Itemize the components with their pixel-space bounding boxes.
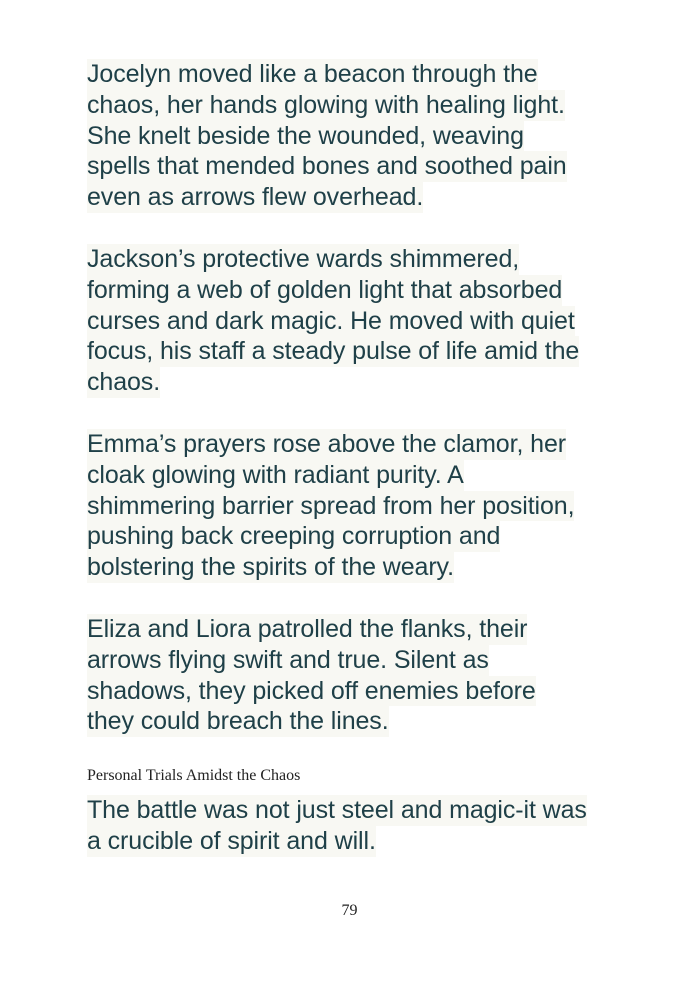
section-heading: Personal Trials Amidst the Chaos xyxy=(87,767,301,784)
text-line: even as arrows flew overhead. xyxy=(87,183,424,212)
paragraph-jocelyn xyxy=(87,59,567,213)
text-line: The battle was not just steel and magic-it was xyxy=(87,796,587,824)
text-line: focus, his staff a steady pulse of life amid the xyxy=(87,337,580,366)
text-line: forming a web of golden light that absorbed xyxy=(87,275,563,304)
text-line: Jackson’s protective wards shimmered, xyxy=(87,245,520,273)
text-line: pushing back creeping corruption and xyxy=(87,522,501,551)
text-line: Eliza and Liora patrolled the flanks, their xyxy=(87,615,528,643)
text-line: Emma’s prayers rose above the clamor, her xyxy=(87,430,566,458)
text-line: they could breach the lines. xyxy=(87,707,389,736)
text-line: shimmering barrier spread from her position, xyxy=(87,491,575,520)
text-line: shadows, they picked off enemies before xyxy=(87,676,536,705)
text-line: a crucible of spirit and will. xyxy=(87,826,376,855)
paragraph-emma xyxy=(87,429,574,583)
paragraph-section-intro xyxy=(87,795,587,857)
text-line: She knelt beside the wounded, weaving xyxy=(87,121,524,150)
text-line: chaos. xyxy=(87,368,161,397)
text-line: curses and dark magic. He moved with quiet xyxy=(87,306,575,335)
text-line: Jocelyn moved like a beacon through the xyxy=(87,60,538,88)
text-line: spells that mended bones and soothed pain xyxy=(87,152,567,181)
text-line: cloak glowing with radiant purity. A xyxy=(87,460,464,489)
text-line: arrows flying swift and true. Silent as xyxy=(87,645,489,674)
text-line: bolstering the spirits of the weary. xyxy=(87,553,454,582)
paragraph-jackson xyxy=(87,244,579,398)
paragraph-eliza-liora xyxy=(87,614,536,737)
page-number: 79 xyxy=(341,902,358,919)
text-line: chaos, her hands glowing with healing light. xyxy=(87,90,565,119)
